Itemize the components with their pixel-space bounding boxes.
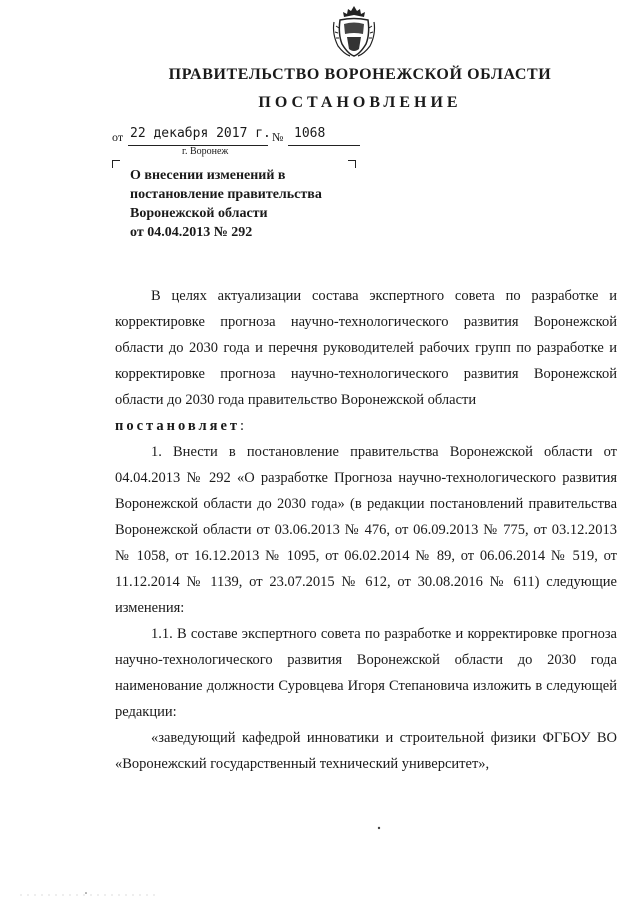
subject-line: постановление правительства bbox=[130, 187, 322, 202]
subject-line: Воронежской области bbox=[130, 206, 268, 221]
government-title: ПРАВИТЕЛЬСТВО ВОРОНЕЖСКОЙ ОБЛАСТИ bbox=[168, 66, 552, 83]
item-1-1-paragraph: 1.1. В составе экспертного совета по разработке и корректировке прогноза научно-технологического развития Воронежской области до 2030 года наименование должности Суровцева Игоря Степановича изложить в следующей редакции: bbox=[115, 626, 617, 720]
subject-line: от 04.04.2013 № 292 bbox=[130, 225, 253, 240]
date-prefix: от bbox=[112, 130, 124, 144]
handwritten-date: 22 декабря 2017 г. bbox=[130, 126, 271, 141]
number-prefix: № bbox=[272, 130, 284, 144]
resolves-word: постановляет bbox=[115, 418, 241, 434]
handwritten-number: 1068 bbox=[294, 126, 326, 141]
item-1-paragraph: 1. Внести в постановление правительства Воронежской области от 04.04.2013 № 292 «О разработке Прогноза научно-технологического развития Воронежской области до 2030 года» (в редакции постановлений правительства Воронежской области от 03.06.2013 № 476, от 06.09.2013 № 775, от 03.12.2013 № 1058, от 16.12.2013 № 1095, от 06.02.2014 № 89, от 06.06.2014 № 519, от 11.12.2014 № 1139, от 23.07.2015 № 612, от 30.08.2016 № 611) следующие изменения: bbox=[115, 444, 617, 616]
city-label: г. Воронеж bbox=[182, 146, 229, 157]
document-type: ПОСТАНОВЛЕНИЕ bbox=[258, 94, 462, 111]
resolves-colon: : bbox=[240, 418, 245, 434]
preamble-paragraph: В целях актуализации состава экспертного совета по разработке и корректировке прогноза научно-технологического развития Воронежской области до 2030 года и перечня руководителей рабочих групп по разработке и корректировке прогноза научно-технологического развития Воронежской области до 2030 года правительство Воронежской области bbox=[115, 288, 617, 408]
subject-line: О внесении изменений в bbox=[130, 168, 286, 183]
quote-paragraph: «заведующий кафедрой инноватики и строительной физики ФГБОУ ВО «Воронежский государственный технический университет», bbox=[115, 730, 617, 772]
